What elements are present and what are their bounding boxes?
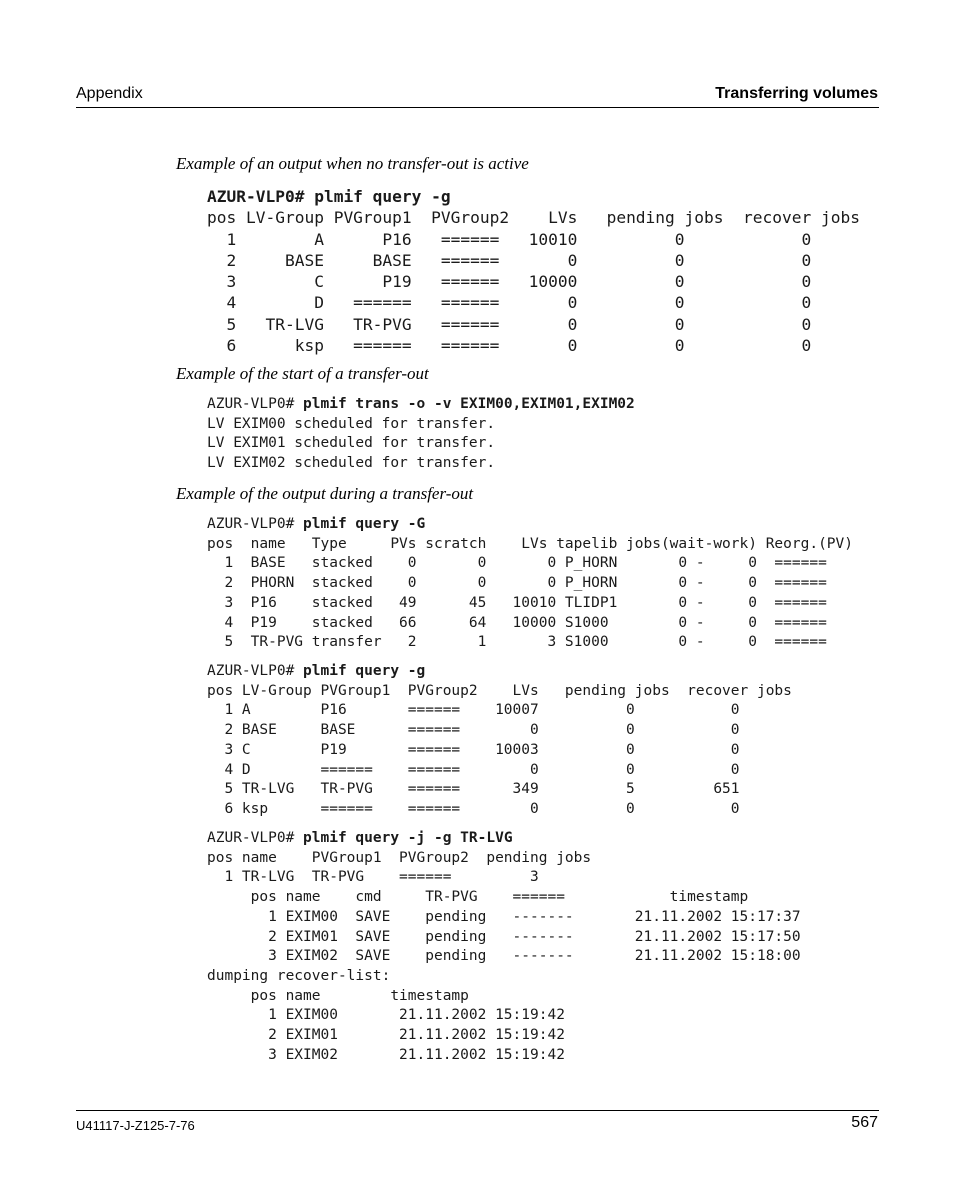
footer-document-id: U41117-J-Z125-7-76 <box>76 1118 195 1133</box>
command-prompt: AZUR-VLP0# <box>207 516 304 532</box>
example-caption-transfer-start: Example of the start of a transfer-out <box>176 364 429 383</box>
command-line <box>207 662 792 682</box>
command-line <box>207 395 635 415</box>
command-output: LV EXIM00 scheduled for transfer. LV EXIM01 scheduled for transfer. LV EXIM02 scheduled for transfer. <box>207 415 496 472</box>
running-header-title: Transferring volumes <box>715 85 878 102</box>
footer-rule <box>76 1110 879 1111</box>
command-output: pos LV-Group PVGroup1 PVGroup2 LVs pending jobs recover jobs 1 A P16 ====== 10007 0 0 2 BASE BASE ====== 0 0 0 3 C P19 ====== 10003 0 0 4 D ====== ====== 0 0 0 5 TR-LVG TR-PVG ====== 349 5 651 6 ksp ====== ====== 0 0 0 <box>207 682 792 817</box>
command-prompt: AZUR-VLP0# <box>207 830 304 846</box>
example-caption-during-transfer: Example of the output during a transfer-out <box>176 484 474 503</box>
command-text: plmif query -g <box>314 187 451 206</box>
code-block-query-j <box>207 829 801 1065</box>
command-prompt: AZUR-VLP0# <box>207 663 304 679</box>
command-prompt: AZUR-VLP0# <box>207 396 304 412</box>
command-prompt: AZUR-VLP0# <box>207 187 315 206</box>
command-text: plmif query -j -g TR-LVG <box>303 830 513 846</box>
command-text: plmif trans -o -v EXIM00,EXIM01,EXIM02 <box>303 396 635 412</box>
code-block-query-G <box>207 515 853 653</box>
command-text: plmif query -G <box>303 516 426 532</box>
header-rule <box>76 107 879 108</box>
command-output: pos name PVGroup1 PVGroup2 pending jobs 1 TR-LVG TR-PVG ====== 3 pos name cmd TR-PVG ====== timestamp 1 EXIM00 SAVE pending ------- 21.11.2002 15:17:37 2 EXIM01 SAVE pending ------- 21.11.2002 15:17:50 3 EXIM02 SAVE pending ------- 21.11.2002 15:18:00 dumping recover-list: pos name timestamp 1 EXIM00 21.11.2002 15:19:42 2 EXIM01 21.11.2002 15:19:42 3 EXIM02 21.11.2002 15:19:42 <box>207 849 801 1063</box>
code-block-query-g-active <box>207 662 792 820</box>
code-block-query-g-idle <box>207 186 860 356</box>
running-header-section: Appendix <box>76 85 143 102</box>
command-line <box>207 186 860 207</box>
example-caption-no-transfer: Example of an output when no transfer-out is active <box>176 154 529 173</box>
command-output: pos name Type PVs scratch LVs tapelib jobs(wait-work) Reorg.(PV) 1 BASE stacked 0 0 0 P_HORN 0 - 0 ====== 2 PHORN stacked 0 0 0 P_HORN 0 - 0 ====== 3 P16 stacked 49 45 10010 TLIDP1 0 - 0 ====== 4 P19 stacked 66 64 10000 S1000 0 - 0 ====== 5 TR-PVG transfer 2 1 3 S1000 0 - 0 ====== <box>207 535 854 651</box>
command-line <box>207 829 801 849</box>
command-line <box>207 515 853 535</box>
page-number: 567 <box>851 1114 878 1131</box>
command-output: pos LV-Group PVGroup1 PVGroup2 LVs pending jobs recover jobs 1 A P16 ====== 10010 0 0 2 BASE BASE ====== 0 0 0 3 C P19 ====== 10000 0 0 4 D ====== ====== 0 0 0 5 TR-LVG TR-PVG ====== 0 0 0 6 ksp ====== ====== 0 0 0 <box>207 208 860 356</box>
command-text: plmif query -g <box>303 663 426 679</box>
code-block-trans-o <box>207 395 635 474</box>
